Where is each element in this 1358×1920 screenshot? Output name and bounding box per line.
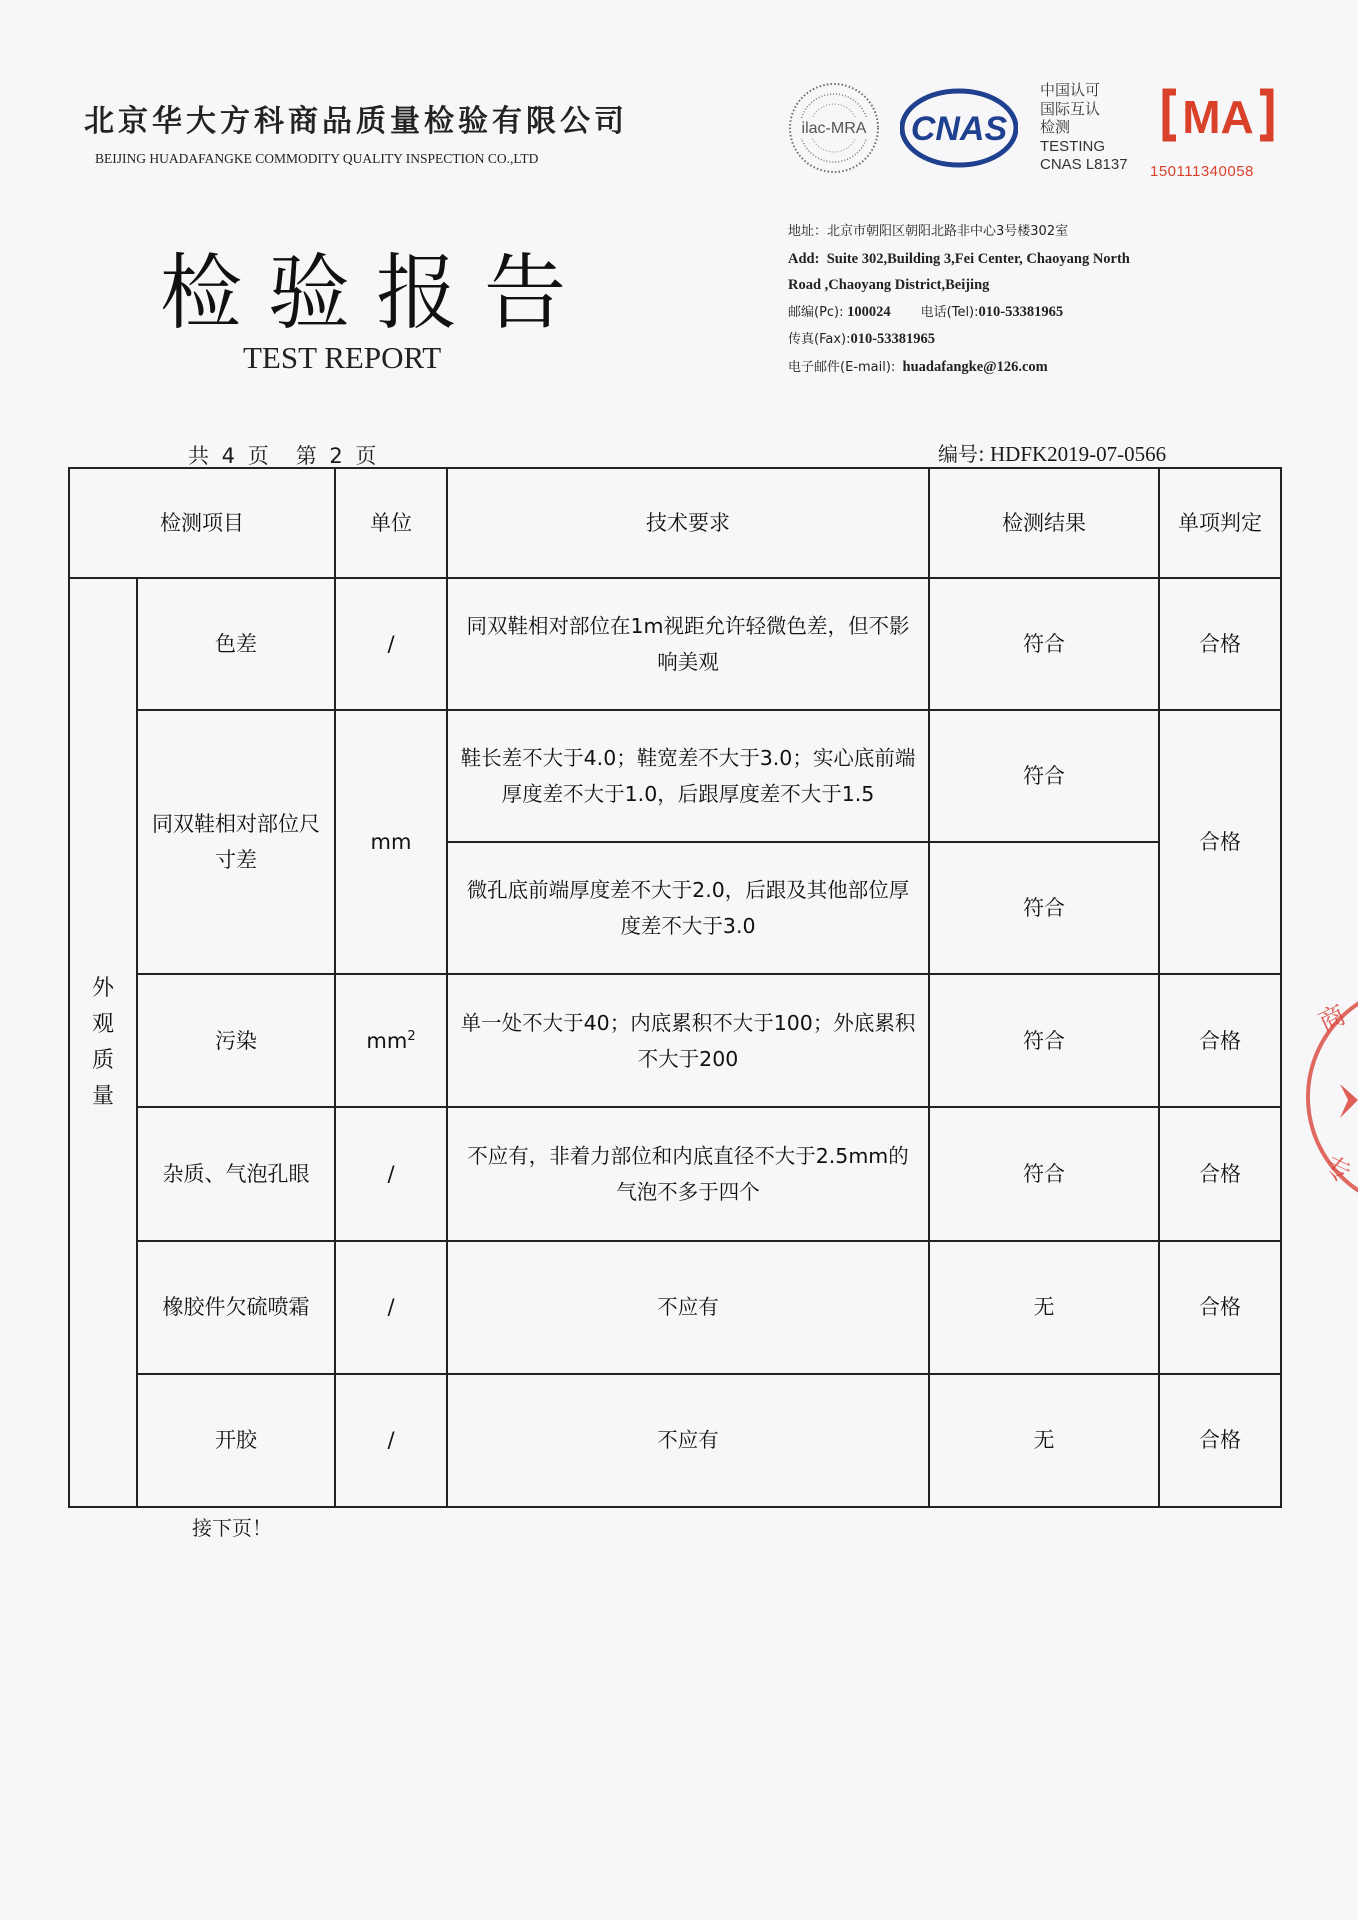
- address-en-line-2: [788, 272, 1130, 299]
- category-char: 观: [91, 1011, 114, 1037]
- tel: 010-53381965: [978, 303, 1064, 320]
- table-header-row: [69, 468, 1281, 578]
- email-line: [788, 354, 1130, 382]
- table-row: [69, 710, 1281, 842]
- result-cell: 符合: [929, 1107, 1159, 1241]
- category-char: 质: [91, 1047, 114, 1073]
- address-en-2: Road ,Chaoyang District,Beijing: [788, 277, 990, 293]
- unit-base: mm: [366, 1028, 408, 1053]
- header-unit: 单位: [335, 468, 447, 578]
- accred-line: 检测: [1040, 119, 1071, 136]
- table-row: [69, 1107, 1281, 1241]
- address-en-line: [788, 246, 1130, 273]
- cnas-logo: [900, 88, 1018, 168]
- item-cell: 同双鞋相对部位尺寸差: [137, 710, 335, 974]
- requirement-cell: 鞋长差不大于4.0；鞋宽差不大于3.0；实心底前端厚度差不大于1.0，后跟厚度差不大于1.5: [447, 710, 929, 842]
- category-cell: [69, 578, 137, 1507]
- requirement-cell: 微孔底前端厚度差不大于2.0，后跟及其他部位厚度差不大于3.0: [447, 842, 929, 974]
- table-row: [69, 974, 1281, 1106]
- result-cell: 符合: [929, 842, 1159, 974]
- test-results-table: [68, 467, 1282, 1508]
- item-cell: 橡胶件欠硫喷霜: [137, 1241, 335, 1374]
- category-char: 外: [91, 975, 114, 1001]
- requirement-cell: 不应有，非着力部位和内底直径不大于2.5mm的气泡不多于四个: [447, 1107, 929, 1241]
- category-char: 量: [91, 1083, 114, 1109]
- tel-label: 电话(Tel):: [920, 304, 979, 320]
- unit-cell: [335, 974, 447, 1106]
- verdict-cell: 合格: [1159, 1241, 1281, 1374]
- result-cell: 符合: [929, 974, 1159, 1106]
- requirement-cell: 同双鞋相对部位在1m视距允许轻微色差，但不影响美观: [447, 578, 929, 710]
- accred-line: 国际互认: [1040, 100, 1101, 118]
- address-label: 地址：: [788, 224, 828, 239]
- report-title-en: TEST REPORT: [243, 340, 442, 375]
- report-title-cn: 检验报告: [160, 246, 593, 341]
- fax-label: 传真(Fax):: [788, 332, 851, 347]
- unit-superscript: 2: [407, 1028, 416, 1044]
- postcode: 100024: [847, 303, 891, 320]
- item-cell: 杂质、气泡孔眼: [137, 1107, 335, 1241]
- unit-cell: /: [335, 578, 447, 710]
- stamp-char: 商: [1314, 1000, 1351, 1039]
- requirement-cell: 不应有: [447, 1374, 929, 1507]
- postcode-tel-line: [788, 299, 1130, 327]
- cma-number: 150111340058: [1150, 163, 1254, 180]
- fax: 010-53381965: [850, 331, 936, 347]
- address-cn: 北京市朝阳区朝阳北路非中心3号楼302室: [827, 224, 1069, 239]
- table-row: [69, 1241, 1281, 1374]
- company-name-en: BEIJING HUADAFANGKE COMMODITY QUALITY INSPECTION CO.,LTD: [95, 151, 539, 166]
- cnas-text: CNAS: [910, 110, 1008, 148]
- report-number: [938, 438, 1166, 467]
- table-row: [69, 578, 1281, 710]
- add-label: Add:: [788, 250, 820, 267]
- report-no-value: HDFK2019-07-0566: [990, 442, 1167, 466]
- requirement-cell: 单一处不大于40；内底累积不大于100；外底累积不大于200: [447, 974, 929, 1106]
- ilac-mra-logo: [786, 80, 882, 176]
- verdict-cell: 合格: [1159, 1107, 1281, 1241]
- table-row: [69, 1374, 1281, 1507]
- unit-cell: /: [335, 1107, 447, 1241]
- stamp-char: 专: [1319, 1151, 1356, 1190]
- verdict-cell: 合格: [1159, 974, 1281, 1106]
- report-no-label: 编号:: [938, 442, 985, 466]
- result-cell: 无: [929, 1241, 1159, 1374]
- unit-cell: /: [335, 1374, 447, 1507]
- ilac-text: ilac-MRA: [801, 120, 867, 137]
- postcode-label: 邮编(Pc):: [788, 304, 844, 320]
- company-name-cn: 北京华大方科商品质量检验有限公司: [84, 104, 628, 139]
- unit-cell: mm: [335, 710, 447, 974]
- cma-text: MA: [1182, 91, 1254, 142]
- continued-note: 接下页！: [192, 1516, 272, 1540]
- accred-line: TESTING: [1040, 137, 1106, 155]
- result-cell: 符合: [929, 578, 1159, 710]
- header-verdict: 单项判定: [1159, 468, 1281, 578]
- page-info: 共 4 页 第 2 页: [188, 444, 380, 468]
- header-item: 检测项目: [69, 468, 335, 578]
- email: huadafangke@126.com: [902, 358, 1048, 375]
- header-result: 检测结果: [929, 468, 1159, 578]
- accred-line: 中国认可: [1040, 82, 1101, 99]
- result-cell: 无: [929, 1374, 1159, 1507]
- item-cell: 开胶: [137, 1374, 335, 1507]
- item-cell: 污染: [137, 974, 335, 1106]
- verdict-cell: 合格: [1159, 1374, 1281, 1507]
- header-requirement: 技术要求: [447, 468, 929, 578]
- item-cell: 色差: [137, 578, 335, 710]
- address-cn-line: [788, 218, 1130, 246]
- accreditation-text: [1040, 82, 1128, 175]
- fax-line: [788, 326, 1130, 354]
- unit-cell: /: [335, 1241, 447, 1374]
- requirement-cell: 不应有: [447, 1241, 929, 1374]
- result-cell: 符合: [929, 710, 1159, 842]
- red-seal-stamp: [1300, 972, 1358, 1222]
- contact-block: [788, 218, 1130, 381]
- verdict-cell: 合格: [1159, 710, 1281, 974]
- email-label: 电子邮件(E-mail):: [788, 359, 896, 375]
- address-en-1: Suite 302,Building 3,Fei Center, Chaoyang North: [826, 250, 1130, 267]
- accred-line: CNAS L8137: [1040, 156, 1128, 173]
- verdict-cell: 合格: [1159, 578, 1281, 710]
- cma-logo: [1162, 88, 1274, 142]
